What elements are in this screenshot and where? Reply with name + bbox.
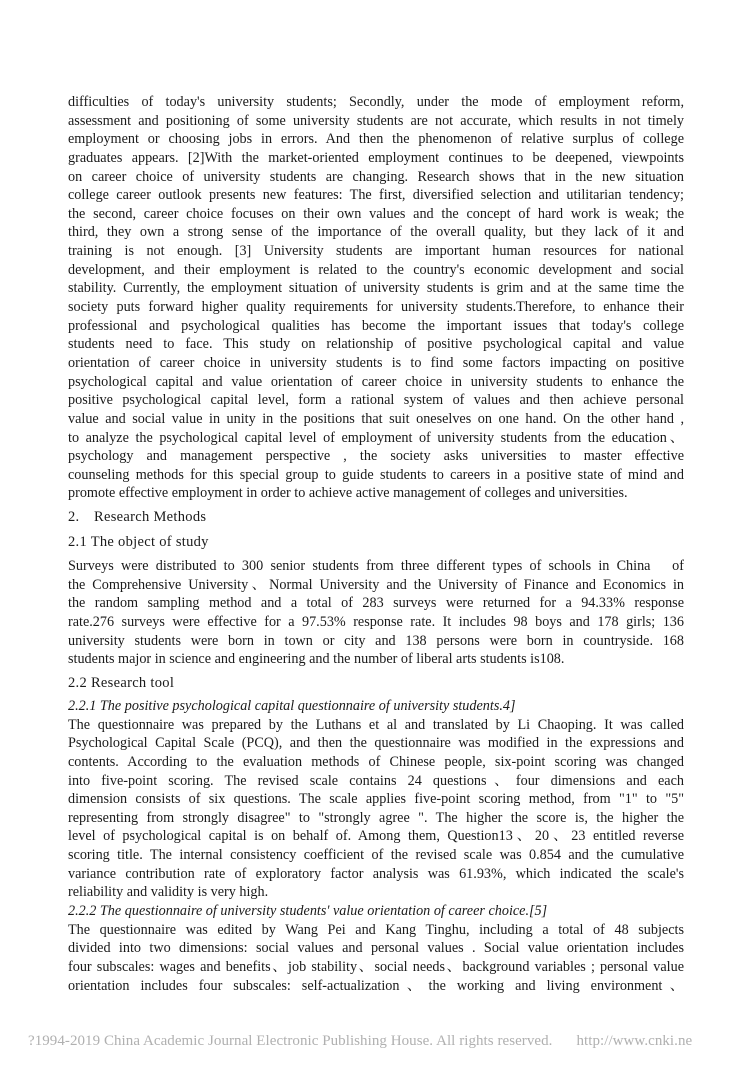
text-line: the random sampling method and a total of 283 surveys were returned for a 94.33% response bbox=[68, 595, 684, 612]
text-line: Surveys were distributed to 300 senior students from three different types of schools in China of bbox=[68, 558, 684, 574]
text-line: students major in science and engineering and the number of liberal arts students is108. bbox=[68, 651, 565, 668]
pcq-section bbox=[68, 697, 684, 995]
object-of-study-paragraph bbox=[68, 557, 684, 669]
text-line: development, and their employment is related to the country's economic development and social bbox=[68, 261, 684, 278]
intro-paragraph bbox=[68, 93, 684, 503]
copyright-footer bbox=[28, 1033, 692, 1050]
text-line: difficulties of today's university students; Secondly, under the mode of employment reform, bbox=[68, 94, 684, 110]
text-line: university students were born in town or city and 138 persons were born in countryside. 168 bbox=[68, 632, 684, 649]
text-line: students need to face. This study on relationship of positive psychological capital and value bbox=[68, 336, 684, 353]
text-line: promote effective employment in order to achieve active management of colleges and universities. bbox=[68, 485, 628, 502]
text-line: third, they own a strong sense of the importance of the overall quality, but they lack of it and bbox=[68, 224, 684, 241]
text-line: the second, career choice focuses on their own values and the concept of hard work is weak; the bbox=[68, 205, 684, 222]
text-line: reliability and validity is very high. bbox=[68, 884, 269, 901]
section-heading-research-methods bbox=[68, 508, 206, 526]
text-line: psychology and management perspective , the society asks universities to master effective bbox=[68, 448, 684, 465]
subsubsection-heading-pcq: 2.2.1 The positive psychological capital questionnaire of university students.4] bbox=[68, 698, 516, 714]
text-line: graduates appears. [2]With the market-oriented employment continues to be deepened, viewpoints bbox=[68, 149, 684, 166]
subsection-heading-object-of-study: 2.1 The object of study bbox=[68, 534, 209, 550]
text-line: training is not enough. [3] University students are important human resources for national bbox=[68, 243, 684, 260]
text-line: The questionnaire was prepared by the Luthans et al and translated by Li Chaoping. It was called bbox=[68, 716, 684, 733]
subsection-heading-research-tool: 2.2 Research tool bbox=[68, 675, 175, 691]
text-line: dimension consists of six questions. The scale applies five-point scoring method, from "1" to "5" bbox=[68, 791, 684, 808]
text-line: representing from strongly disagree" to "strongly agree ". The higher the score is, the higher the bbox=[68, 809, 684, 826]
text-line: The questionnaire was edited by Wang Pei and Kang Tinghu, including a total of 48 subjects bbox=[68, 921, 684, 938]
text-line: into five-point scoring. The revised scale contains 24 questions、four dimensions and each bbox=[68, 772, 684, 789]
text-line: contents. According to the evaluation methods of Chinese people, six-point scoring was changed bbox=[68, 753, 684, 770]
text-line: society puts forward higher quality requirements for university students.Therefore, to enhance their bbox=[68, 299, 684, 316]
text-line: scoring title. The internal consistency coefficient of the revised scale was 0.854 and the cumulative bbox=[68, 847, 684, 864]
text-line: employment or choosing jobs in errors. And then the phenomenon of relative surplus of college bbox=[68, 131, 684, 148]
text-line: assessment and positioning of some university students are not accurate, which results in not timely bbox=[68, 112, 684, 129]
subsubsection-heading-career-choice: 2.2.2 The questionnaire of university students' value orientation of career choice.[5] bbox=[68, 903, 548, 920]
text-line: orientation includes four subscales: self-actualization、the working and living environment、 bbox=[68, 977, 684, 994]
text-line: stability. Currently, the employment situation of university students is grim and at the same time the bbox=[68, 280, 684, 297]
text-line: counseling methods for this special group to guide students to careers in a positive state of mind and bbox=[68, 466, 684, 483]
section-number: 2. bbox=[68, 509, 80, 525]
text-line: professional and psychological qualities has become the important issues that today's college bbox=[68, 317, 684, 334]
text-line: psychological capital and value orientation of career choice in university students to enhance the bbox=[68, 373, 684, 390]
text-line: positive psychological capital level, form a rational system of values and then achieve personal bbox=[68, 392, 684, 409]
text-line: orientation of career choice in university students is to find some factors impacting on positive bbox=[68, 354, 684, 371]
cnki-url-link[interactable]: http://www.cnki.ne bbox=[576, 1033, 693, 1049]
text-line: rate.276 surveys were effective for a 97.53% response rate. It includes 98 boys and 178 girls; 136 bbox=[68, 613, 684, 630]
text-line: four subscales: wages and benefits、job stability、social needs、background variables ; personal value bbox=[68, 958, 684, 975]
text-line: on career choice of university students are changing. Research shows that in the new situation bbox=[68, 168, 684, 185]
text-line: to analyze the psychological capital level of employment of university students from the education、 bbox=[68, 429, 684, 446]
section-title: Research Methods bbox=[94, 509, 207, 525]
copyright-text: ?1994-2019 China Academic Journal Electronic Publishing House. All rights reserved. bbox=[28, 1033, 553, 1049]
text-line: college career outlook presents new features: The first, diversified selection and utilitarian tendency; bbox=[68, 187, 684, 204]
text-line: Psychological Capital Scale (PCQ), and then the questionnaire was modified in the expressions and bbox=[68, 735, 684, 752]
text-line: level of psychological capital is on behalf of. Among them, Question13、20、23 entitled reverse bbox=[68, 828, 684, 845]
text-line: divided into two dimensions: social values and personal values . Social value orientation includes bbox=[68, 940, 684, 957]
text-line: variance contribution rate of exploratory factor analysis was 61.93%, which indicated the scale's bbox=[68, 865, 684, 882]
text-line: the Comprehensive University、Normal University and the University of Finance and Economics in bbox=[68, 576, 684, 593]
text-line: value and social value in unity in the positions that suit oneselves on one hand. On the other hand , bbox=[68, 410, 684, 427]
